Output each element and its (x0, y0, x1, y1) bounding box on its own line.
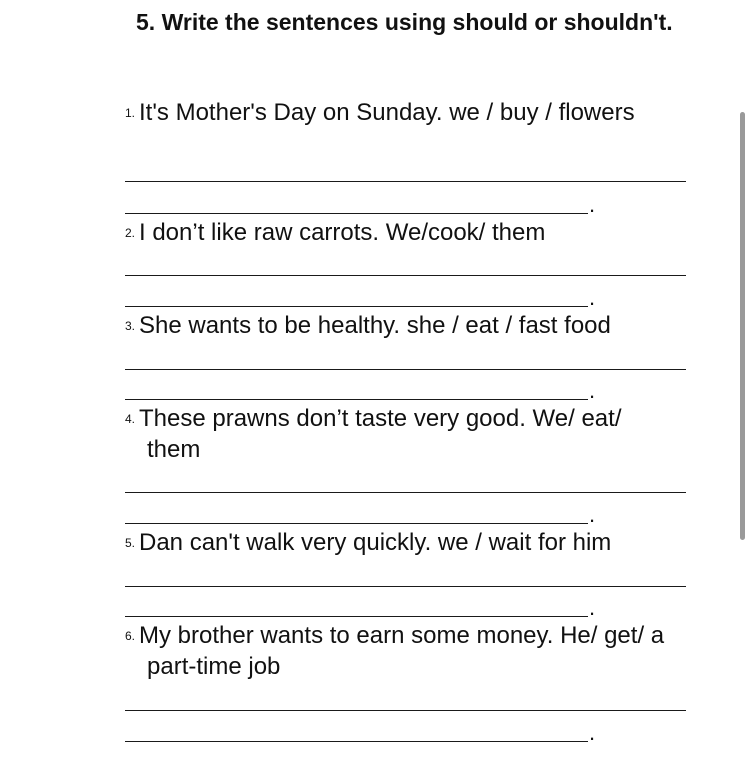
exercise-prompt (125, 403, 700, 465)
exercise-text: My brother wants to earn some money. He/ get/ a (139, 622, 665, 649)
exercise-text: She wants to be healthy. she / eat / fast food (139, 312, 611, 339)
answer-line[interactable] (125, 741, 588, 742)
answer-line[interactable] (125, 492, 686, 493)
exercise-prompt (125, 527, 700, 558)
exercise-number: 1. (125, 106, 136, 120)
exercise-text: Dan can't walk very quickly. we / wait for him (139, 529, 612, 556)
answer-line[interactable] (125, 586, 686, 587)
exercise-3 (125, 310, 700, 403)
exercise-2 (125, 217, 700, 310)
vertical-scrollbar[interactable] (740, 112, 745, 540)
sentence-end-period: . (589, 192, 596, 217)
exercise-text: It's Mother's Day on Sunday. we / buy / flowers (139, 99, 635, 126)
worksheet-heading (125, 7, 685, 38)
exercise-number: 4. (125, 412, 136, 426)
exercise-text: I don’t like raw carrots. We/cook/ them (139, 219, 546, 246)
exercise-5 (125, 527, 700, 620)
sentence-end-period: . (589, 502, 596, 527)
sentence-end-period: . (589, 595, 596, 620)
answer-line[interactable] (125, 275, 686, 276)
exercise-number: 3. (125, 319, 136, 333)
exercise-prompt (125, 97, 700, 128)
answer-line[interactable] (125, 213, 588, 214)
sentence-end-period: . (589, 720, 596, 745)
exercise-text-continued: them (147, 436, 201, 463)
exercise-text: These prawns don’t taste very good. We/ eat/ (139, 405, 622, 432)
heading-title: Write the sentences using should or shouldn't. (161, 9, 673, 35)
exercise-text-continued: part-time job (147, 653, 281, 680)
answer-line[interactable] (125, 523, 588, 524)
exercise-number: 6. (125, 629, 136, 643)
answer-line[interactable] (125, 181, 686, 182)
exercise-number: 2. (125, 226, 136, 240)
exercise-number: 5. (125, 536, 136, 550)
exercise-4 (125, 403, 700, 527)
answer-line[interactable] (125, 306, 588, 307)
exercise-prompt (125, 310, 700, 341)
answer-line[interactable] (125, 710, 686, 711)
heading-number: 5. (136, 9, 156, 35)
exercise-6 (125, 620, 700, 745)
answer-line[interactable] (125, 369, 686, 370)
sentence-end-period: . (589, 378, 596, 403)
exercise-prompt (125, 217, 700, 248)
exercise-prompt (125, 620, 700, 682)
answer-line[interactable] (125, 616, 588, 617)
sentence-end-period: . (589, 285, 596, 310)
answer-line[interactable] (125, 399, 588, 400)
exercise-1 (125, 97, 700, 217)
